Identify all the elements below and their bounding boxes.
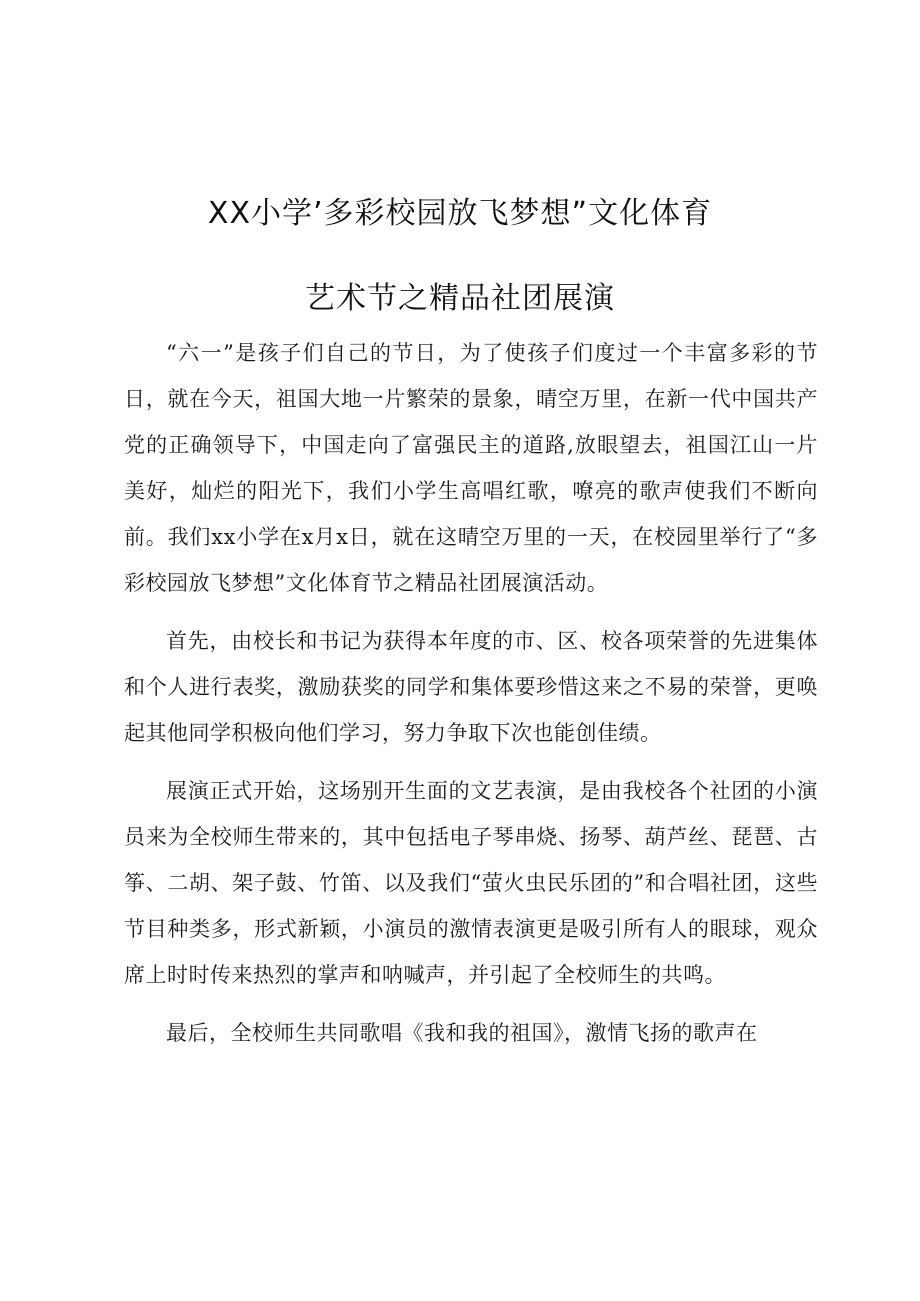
- paragraph-intro: “六一”是孩子们自己的节日，为了使孩子们度过一个丰富多彩的节日，就在今天，祖国大地一片繁荣的景象，晴空万里，在新一代中国共产党的正确领导下，中国走向了富强民主的道路,放眼望去，祖国江山一片美好，灿烂的阳光下，我们小学生高唱红歌，嘹亮的歌声使我们不断向前。我们xx小学在x月x日，就在这晴空万里的一天，在校园里举行了“多彩校园放飞梦想”文化体育节之精品社团展演活动。: [124, 341, 818, 595]
- document-title-line-1: XX小学’多彩校园放飞梦想”文化体育: [207, 196, 713, 231]
- paragraph-awards: 首先，由校长和书记为获得本年度的市、区、校各项荣誉的先进集体和个人进行表奖，激励获奖的同学和集体要珍惜这来之不易的荣誉，更唤起其他同学积极向他们学习，努力争取下次也能创佳绩。: [124, 629, 818, 745]
- paragraph-closing: 最后，全校师生共同歌唱《我和我的祖国》，激情飞扬的歌声在: [166, 1021, 758, 1045]
- paragraph-performance: 展演正式开始，这场别开生面的文艺表演，是由我校各个社团的小演员来为全校师生带来的，其中包括电子琴串烧、扬琴、葫芦丝、琵琶、古筝、二胡、架子鼓、竹笛、以及我们“萤火虫民乐团的”和合唱社团，这些节目种类多，形式新颖，小演员的激情表演更是吸引所有人的眼球，观众席上时时传来热烈的掌声和呐喊声，并引起了全校师生的共鸣。: [124, 779, 818, 987]
- document-body: [124, 330, 818, 1068]
- document-title-line-2: 艺术节之精品社团展演: [305, 281, 615, 316]
